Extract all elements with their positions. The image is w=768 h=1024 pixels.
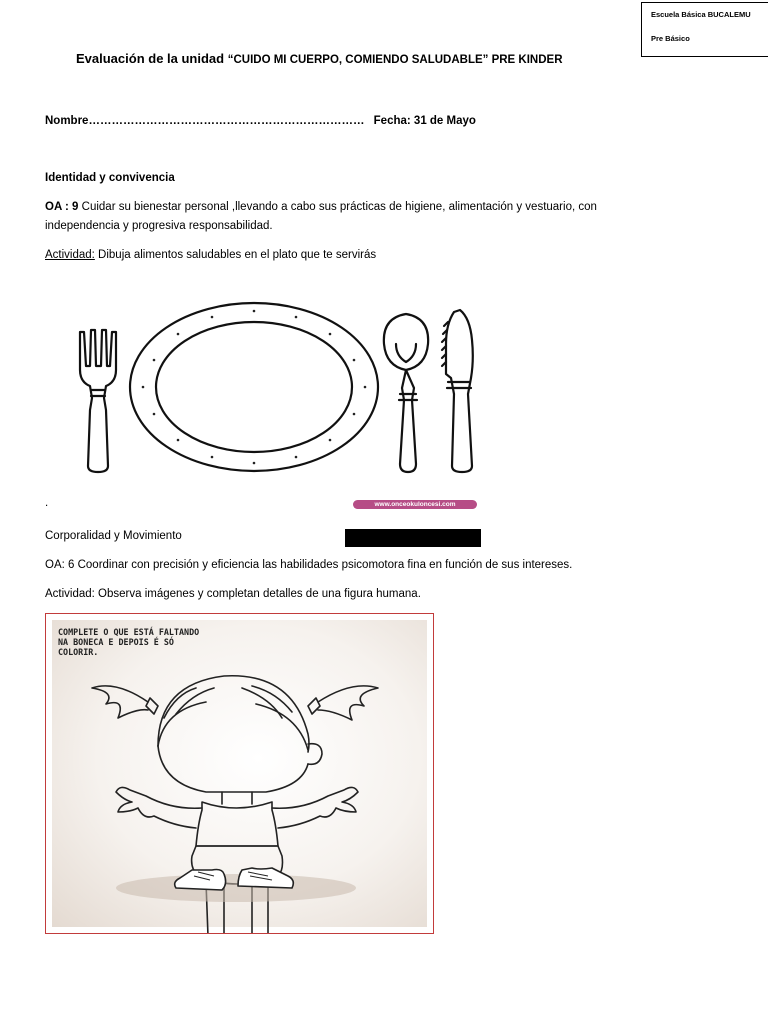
school-level: Pre Básico (651, 33, 690, 43)
section2-heading: Corporalidad y Movimiento (45, 530, 182, 542)
activity-text: Dibuja alimentos saludables en el plato que te servirás (94, 249, 377, 261)
incomplete-doll-drawing (46, 614, 434, 934)
section2-activity: Actividad: Observa imágenes y completan detalles de una figura humana. (45, 588, 421, 600)
section1-oa-text: Cuidar su bienestar personal ,llevando a cabo sus prácticas de higiene, alimentación y vestuario, con (78, 201, 597, 213)
page-title (76, 51, 563, 66)
hair-icon (158, 676, 309, 752)
right-arm-icon (272, 787, 358, 828)
title-main: Evaluación de la unidad (76, 51, 225, 66)
section1-oa-label: OA : 9 (45, 201, 79, 213)
doll-activity-image (45, 613, 434, 934)
section1-objective-line2: independencia y progresiva responsabilidad. (45, 220, 273, 232)
spoon-icon (384, 314, 428, 472)
ear-icon (308, 744, 322, 765)
right-shoe-icon (238, 868, 293, 888)
name-date-line (45, 114, 476, 129)
date-label: Fecha: 31 de Mayo (373, 115, 476, 127)
title-unit: “CUIDO MI CUERPO, COMIENDO SALUDABLE” PRE KINDER (227, 54, 563, 66)
left-arm-icon (116, 787, 202, 828)
plate-and-cutlery-illustration (66, 300, 486, 480)
left-ponytail-icon (92, 686, 148, 718)
section1-activity (45, 248, 376, 263)
plate-rim-dots (142, 310, 367, 465)
doll-caption: COMPLETE O QUE ESTÁ FALTANDO NA BONECA E DEPOIS É SÓ COLORIR. (58, 627, 200, 657)
redaction-bar (345, 529, 481, 547)
knife-icon (442, 310, 473, 472)
stray-dot: . (45, 497, 49, 509)
fork-icon (80, 330, 116, 472)
plate-icon (130, 303, 378, 471)
section1-objective (45, 200, 597, 215)
section2-objective: OA: 6 Coordinar con precisión y eficiencia las habilidades psicomotora fina en función de sus intereses. (45, 559, 573, 571)
right-ponytail-icon (318, 686, 378, 720)
section1-heading: Identidad y convivencia (45, 172, 175, 184)
school-info-box (641, 2, 768, 57)
school-name: Escuela Básica BUCALEMU (651, 10, 751, 19)
activity-label: Actividad: (45, 249, 95, 261)
name-field-label: Nombre……………………………………………………………… (45, 115, 365, 127)
watermark-label: www.onceokuloncesi.com (353, 500, 477, 509)
